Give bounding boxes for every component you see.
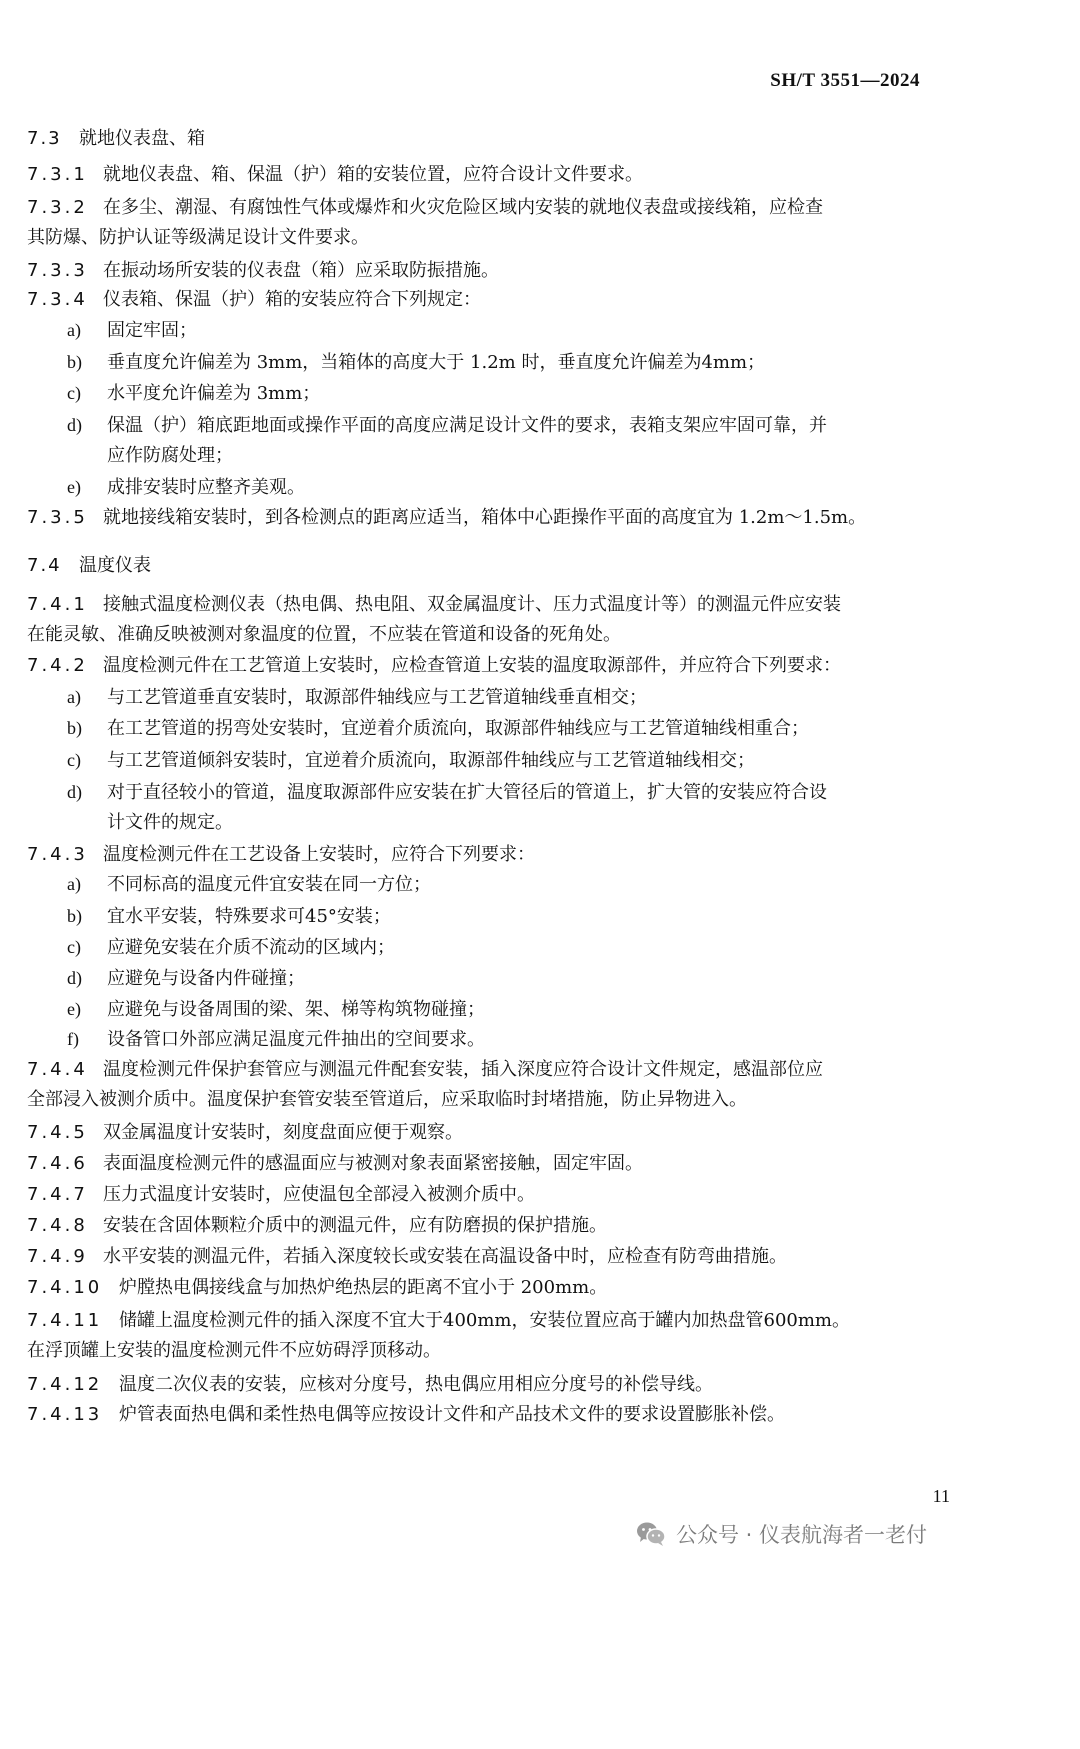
list-item <box>67 315 197 346</box>
list-item-text: 应避免与设备内件碰撞； <box>107 968 305 989</box>
list-item <box>67 777 827 838</box>
clause-number: 7.3.4 <box>27 289 88 310</box>
clause-text: 就地接线箱安装时，到各检测点的距离应适当，箱体中心距操作平面的高度宜为 1.2m～1.5m。 <box>103 507 867 528</box>
list-marker: f) <box>67 1029 79 1049</box>
list-item-text: 成排安装时应整齐美观。 <box>107 477 305 498</box>
list-item <box>67 901 391 932</box>
clause-number: 7.4.13 <box>27 1404 103 1425</box>
list-item-text: 垂直度允许偏差为 3mm，当箱体的高度大于 1.2m 时，垂直度允许偏差为4mm； <box>107 352 766 373</box>
clause-number: 7.4.11 <box>27 1310 103 1331</box>
clause-text: 在振动场所安装的仪表盘（箱）应采取防振措施。 <box>103 260 499 281</box>
list-item <box>67 472 305 503</box>
clause <box>27 193 823 253</box>
clause-number: 7.4.2 <box>27 655 88 676</box>
clause-text: 炉膛热电偶接线盒与加热炉绝热层的距离不宜小于 200mm。 <box>119 1277 608 1298</box>
clause-text: 水平安装的测温元件，若插入深度较长或安装在高温设备中时，应检查有防弯曲措施。 <box>103 1246 787 1267</box>
list-item <box>67 745 755 776</box>
clause-text-continued: 在浮顶罐上安装的温度检测元件不应妨碍浮顶移动。 <box>27 1340 441 1361</box>
clause <box>27 160 643 190</box>
clause-text: 在多尘、潮湿、有腐蚀性气体或爆炸和火灾危险区域内安装的就地仪表盘或接线箱，应检查 <box>103 197 823 218</box>
clause-text: 安装在含固体颗粒介质中的测温元件，应有防磨损的保护措施。 <box>103 1215 607 1236</box>
list-item <box>67 963 305 994</box>
clause-number: 7.4.5 <box>27 1122 88 1143</box>
list-marker: d) <box>67 968 82 988</box>
list-item-text: 宜水平安装，特殊要求可45°安装； <box>107 906 391 927</box>
list-marker: d) <box>67 782 82 802</box>
watermark <box>636 1519 927 1549</box>
list-item <box>67 378 320 409</box>
clause-number: 7.4.1 <box>27 594 88 615</box>
clause-text-continued: 全部浸入被测介质中。温度保护套管安装至管道后，应采取临时封堵措施，防止异物进入。 <box>27 1089 747 1110</box>
clause <box>27 1400 785 1430</box>
clause <box>27 1273 607 1303</box>
page-number: 11 <box>932 1486 950 1506</box>
list-item <box>67 682 647 713</box>
list-marker: e) <box>67 999 81 1019</box>
clause-text: 温度检测元件在工艺设备上安装时，应符合下列要求： <box>103 844 535 865</box>
wechat-icon <box>636 1521 666 1547</box>
list-item-text: 不同标高的温度元件宜安装在同一方位； <box>107 874 431 895</box>
clause-text-continued: 其防爆、防护认证等级满足设计文件要求。 <box>27 227 369 248</box>
clause <box>27 1242 787 1272</box>
list-item-text: 设备管口外部应满足温度元件抽出的空间要求。 <box>107 1029 485 1050</box>
clause <box>27 1149 643 1179</box>
clause-text: 仪表箱、保温（护）箱的安装应符合下列规定： <box>103 289 481 310</box>
list-item-text-continued: 计文件的规定。 <box>107 812 233 833</box>
list-marker: c) <box>67 937 81 957</box>
clause-number: 7.3.1 <box>27 164 88 185</box>
clause-text: 接触式温度检测仪表（热电偶、热电阻、双金属温度计、压力式温度计等）的测温元件应安装 <box>103 594 841 615</box>
clause <box>27 1370 713 1400</box>
list-item <box>67 869 431 900</box>
clause <box>27 1180 535 1210</box>
clause <box>27 503 866 533</box>
list-marker: b) <box>67 352 82 372</box>
section-title: 就地仪表盘、箱 <box>79 128 205 149</box>
clause <box>27 285 481 315</box>
clause-text: 温度检测元件保护套管应与测温元件配套安装，插入深度应符合设计文件规定，感温部位应 <box>103 1059 823 1080</box>
clause-text: 温度二次仪表的安装，应核对分度号，热电偶应用相应分度号的补偿导线。 <box>119 1374 713 1395</box>
list-item-text: 在工艺管道的拐弯处安装时，宜逆着介质流向，取源部件轴线应与工艺管道轴线相重合； <box>107 718 809 739</box>
clause-text-continued: 在能灵敏、准确反映被测对象温度的位置，不应装在管道和设备的死角处。 <box>27 624 621 645</box>
clause <box>27 256 499 286</box>
clause-number: 7.4.10 <box>27 1277 103 1298</box>
clause-text: 双金属温度计安装时，刻度盘面应便于观察。 <box>103 1122 463 1143</box>
list-item-text: 保温（护）箱底距地面或操作平面的高度应满足设计文件的要求，表箱支架应牢固可靠，并 <box>107 415 827 436</box>
clause-number: 7.3.2 <box>27 197 88 218</box>
list-marker: a) <box>67 874 81 894</box>
watermark-text: 公众号 · 仪表航海者一老付 <box>676 1523 928 1547</box>
clause-number: 7.3.5 <box>27 507 88 528</box>
list-marker: a) <box>67 320 81 340</box>
section-heading <box>27 551 151 577</box>
clause-number: 7.4.12 <box>27 1374 103 1395</box>
clause <box>27 1118 463 1148</box>
clause-number: 7.4.7 <box>27 1184 88 1205</box>
clause-text: 表面温度检测元件的感温面应与被测对象表面紧密接触，固定牢固。 <box>103 1153 643 1174</box>
clause <box>27 1211 607 1241</box>
clause-number: 7.4.8 <box>27 1215 88 1236</box>
list-marker: b) <box>67 906 82 926</box>
list-item <box>67 994 485 1025</box>
clause-number: 7.4.9 <box>27 1246 88 1267</box>
list-marker: b) <box>67 718 82 738</box>
clause-text: 就地仪表盘、箱、保温（护）箱的安装位置，应符合设计文件要求。 <box>103 164 643 185</box>
clause-text: 炉管表面热电偶和柔性热电偶等应按设计文件和产品技术文件的要求设置膨胀补偿。 <box>119 1404 785 1425</box>
list-item <box>67 932 395 963</box>
list-item-text: 与工艺管道倾斜安装时，宜逆着介质流向，取源部件轴线应与工艺管道轴线相交； <box>107 750 755 771</box>
list-item <box>67 713 809 744</box>
list-item-text: 应避免与设备周围的梁、架、梯等构筑物碰撞； <box>107 999 485 1020</box>
section-heading <box>27 124 205 150</box>
clause-number: 7.4.6 <box>27 1153 88 1174</box>
clause-number: 7.4.4 <box>27 1059 88 1080</box>
list-item <box>67 347 765 378</box>
list-item-text: 固定牢固； <box>107 320 197 341</box>
clause-number: 7.3.3 <box>27 260 88 281</box>
list-marker: e) <box>67 477 81 497</box>
list-marker: c) <box>67 750 81 770</box>
section-number: 7.3 <box>27 128 62 149</box>
list-item <box>67 410 827 471</box>
clause-number: 7.4.3 <box>27 844 88 865</box>
list-marker: c) <box>67 383 81 403</box>
section-number: 7.4 <box>27 555 62 576</box>
clause-text: 储罐上温度检测元件的插入深度不宜大于400mm，安装位置应高于罐内加热盘管600mm。 <box>119 1310 850 1331</box>
list-item-text: 与工艺管道垂直安装时，取源部件轴线应与工艺管道轴线垂直相交； <box>107 687 647 708</box>
list-item <box>67 1024 485 1055</box>
list-marker: a) <box>67 687 81 707</box>
list-item-text: 水平度允许偏差为 3mm； <box>107 383 321 404</box>
standard-number: SH/T 3551—2024 <box>770 70 920 91</box>
list-item-text-continued: 应作防腐处理； <box>107 445 233 466</box>
clause <box>27 590 841 650</box>
section-title: 温度仪表 <box>79 555 151 576</box>
list-item-text: 应避免安装在介质不流动的区域内； <box>107 937 395 958</box>
clause-text: 压力式温度计安装时，应使温包全部浸入被测介质中。 <box>103 1184 535 1205</box>
clause <box>27 840 535 870</box>
clause-text: 温度检测元件在工艺管道上安装时，应检查管道上安装的温度取源部件，并应符合下列要求： <box>103 655 841 676</box>
clause <box>27 651 841 681</box>
clause <box>27 1055 823 1115</box>
clause <box>27 1306 850 1366</box>
list-item-text: 对于直径较小的管道，温度取源部件应安装在扩大管径后的管道上，扩大管的安装应符合设 <box>107 782 827 803</box>
list-marker: d) <box>67 415 82 435</box>
